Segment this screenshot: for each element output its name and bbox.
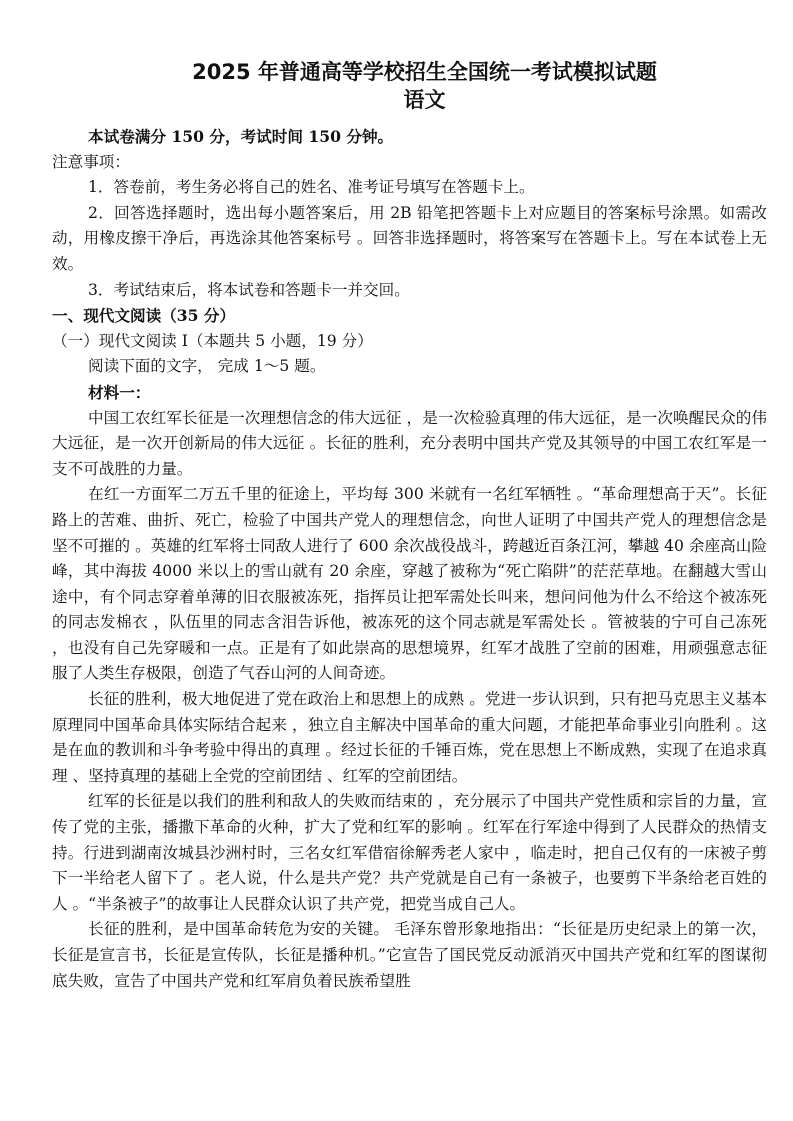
- notice-label: 注意事项：: [52, 152, 130, 171]
- section-heading: 一、现代文阅读（35 分）: [52, 306, 236, 326]
- exam-title: 2025 年普通高等学校招生全国统一考试模拟试题: [192, 60, 657, 84]
- passage-paragraph: 中国工农红军长征是一次理想信念的伟大远征 ，是一次检验真理的伟大远征，是一次唤醒民众的伟大远征，是一次开创新局的伟大远征 。长征的胜利，充分表明中国共产党及其领导的中国工农红军是一支不可战胜的力量。: [52, 408, 767, 478]
- material-label: 材料一：: [88, 382, 151, 402]
- part-heading: （一）现代文阅读 I（本题共 5 小题，19 分）: [52, 331, 373, 350]
- notice-item: 1．答卷前，考生务必将自己的姓名、准考证号填写在答题卡上。: [88, 178, 535, 197]
- reading-instruction: 阅读下面的文字， 完成 1～5 题。: [88, 357, 326, 376]
- notice-item: 2．回答选择题时，选出每小题答案后，用 2B 铅笔把答题卡上对应题目的答案标号涂黑。如需改动，用橡皮擦干净后，再选涂其他答案标号 。回答非选择题时，将答案写在答题卡上。写在本试卷上无效。: [52, 203, 767, 273]
- passage-paragraph: 在红一方面军二万五千里的征途上，平均每 300 米就有一名红军牺牲 。“革命理想高于天”。长征路上的苦难、曲折、死亡，检验了中国共产党人的理想信念，向世人证明了中国共产党人的理想信念是坚不可摧的 。英雄的红军将士同敌人进行了 600 余次战役战斗，跨越近百条江河，攀越 40 余座高山险峰，其中海拔 4000 米以上的雪山就有 20 余座，穿越了被称为“死亡陷阱”的茫茫草地。在翻越大雪山途中，有个同志穿着单薄的旧衣服被冻死，指挥员让把军需处长叫来，想问问他为什么不给这个被冻死的同志发棉衣 ，队伍里的同志含泪告诉他，被冻死的这个同志就是军需处长 。管被装的宁可自己冻死 ，也没有自己先穿暖和一点。正是有了如此崇高的思想境界，红军才战胜了空前的困难，用顽强意志征服了人类生存极限，创造了气吞山河的人间奇迹。: [52, 485, 767, 683]
- passage-paragraph: 长征的胜利，是中国革命转危为安的关键。 毛泽东曾形象地指出：“长征是历史纪录上的第一次，长征是宣言书，长征是宣传队，长征是播种机。”它宣告了国民党反动派消灭中国共产党和红军的图谋彻底失败，宣告了中国共产党和红军肩负着民族希望胜: [52, 920, 767, 990]
- passage-paragraph: 红军的长征是以我们的胜利和敌人的失败而结束的 ，充分展示了中国共产党性质和宗旨的力量，宣传了党的主张，播撒下革命的火种，扩大了党和红军的影响 。红军在行军途中得到了人民群众的热情支持。行进到湖南汝城县沙洲村时，三名女红军借宿徐解秀老人家中 ，临走时，把自己仅有的一床被子剪下一半给老人留下了 。老人说，什么是共产党？共产党就是自己有一条被子，也要剪下半条给老百姓的人 。“半条被子”的故事让人民群众认识了共产党，把党当成自己人。: [52, 792, 767, 913]
- passage-paragraph: 长征的胜利，极大地促进了党在政治上和思想上的成熟 。党进一步认识到，只有把马克思主义基本原理同中国革命具体实际结合起来 ，独立自主解决中国革命的重大问题，才能把革命事业引向胜利 。这是在血的教训和斗争考验中得出的真理 。经过长征的千锤百炼，党在思想上不断成熟，实现了在追求真理 、坚持真理的基础上全党的空前团结 、红军的空前团结。: [52, 690, 767, 785]
- exam-info: 本试卷满分 150 分，考试时间 150 分钟。: [88, 127, 394, 146]
- exam-page: [52, 58, 767, 994]
- exam-subject: 语文: [403, 88, 446, 112]
- notice-item: 3．考试结束后，将本试卷和答题卡一并交回。: [88, 280, 410, 299]
